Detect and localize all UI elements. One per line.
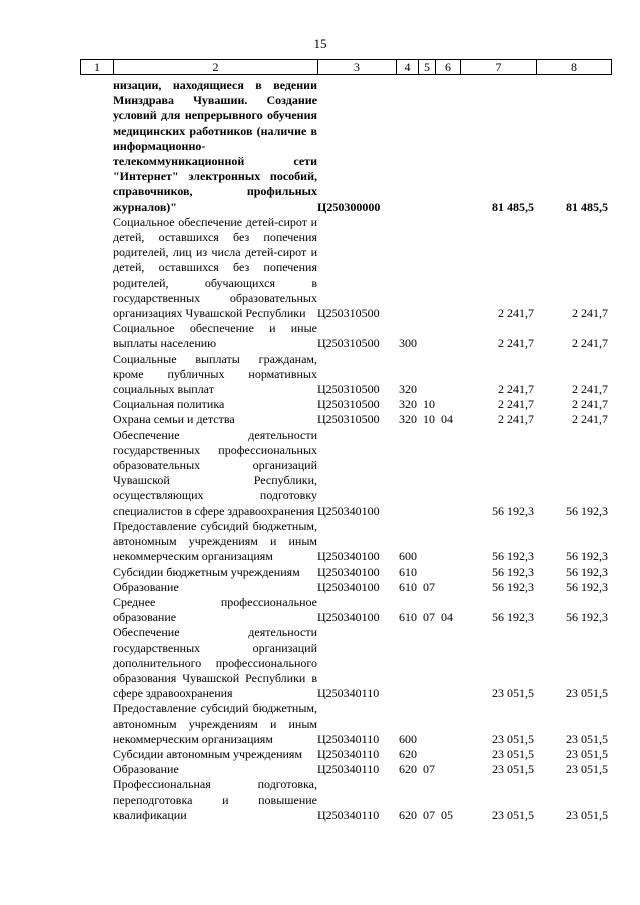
table-row	[80, 595, 612, 625]
row-section: 07	[423, 579, 435, 594]
row-code: Ц250310500	[317, 397, 380, 412]
header-col-7: 7	[461, 60, 537, 74]
row-expense-type: 620	[399, 746, 417, 761]
row-sum-2021: 56 192,3	[492, 610, 534, 625]
row-sum-2022: 2 241,7	[572, 336, 608, 351]
row-name: Обеспечение деятельности государственных профессиональных образовательных организаций Чувашской Республики, осуществляющих подготовку специалистов в сфере здравоохранения	[113, 427, 317, 518]
row-sum-2022: 23 051,5	[566, 807, 608, 822]
row-name: Предоставление субсидий бюджетным, автономным учреждениям и иным некоммерческим организациям	[113, 518, 317, 564]
row-sum-2022: 23 051,5	[566, 686, 608, 701]
row-code: Ц250340110	[317, 762, 380, 777]
row-name: Образование	[113, 762, 179, 777]
row-name: Среднее профессиональное образование	[113, 594, 317, 625]
row-code: Ц250340100	[317, 503, 380, 518]
table-row	[80, 519, 612, 565]
row-expense-type: 300	[399, 336, 417, 351]
row-section: 07	[423, 807, 435, 822]
row-code: Ц250340100	[317, 549, 380, 564]
header-col-4: 4	[397, 60, 419, 74]
row-sum-2022: 2 241,7	[572, 397, 608, 412]
table-row	[80, 762, 612, 777]
row-expense-type: 320	[399, 412, 417, 427]
row-name: Социальное обеспечение детей-сирот и детей, оставшихся без попечения родителей, лиц из числа детей-сирот и детей, оставшихся без попечения родителей, обучающихся в государственных образовательных организациях Чувашской Республики	[113, 214, 317, 321]
row-sum-2021: 23 051,5	[492, 762, 534, 777]
header-col-3: 3	[318, 60, 397, 74]
row-sum-2021: 2 241,7	[498, 397, 534, 412]
row-name: Обеспечение деятельности государственных организаций дополнительного профессионального образования Чувашской Республики в сфере здравоохранения	[113, 625, 317, 701]
row-code: Ц250310500	[317, 412, 380, 427]
table-body	[80, 78, 612, 823]
row-sum-2021: 2 241,7	[498, 412, 534, 427]
row-expense-type: 610	[399, 564, 417, 579]
row-sum-2022: 56 192,3	[566, 503, 608, 518]
row-sum-2021: 56 192,3	[492, 549, 534, 564]
header-col-2: 2	[114, 60, 318, 74]
row-expense-type: 320	[399, 397, 417, 412]
row-name: Социальная политика	[113, 397, 225, 412]
row-name: Социальное обеспечение и иные выплаты населению	[113, 321, 317, 351]
row-code: Ц250310500	[317, 382, 380, 397]
row-name: Образование	[113, 579, 179, 594]
row-expense-type: 610	[399, 579, 417, 594]
row-sum-2022: 56 192,3	[566, 579, 608, 594]
row-code: Ц250340100	[317, 564, 380, 579]
row-sum-2022: 23 051,5	[566, 746, 608, 761]
table-row	[80, 625, 612, 701]
row-sum-2022: 56 192,3	[566, 610, 608, 625]
row-sum-2021: 23 051,5	[492, 731, 534, 746]
table-row	[80, 78, 612, 215]
header-col-5: 5	[419, 60, 436, 74]
row-code: Ц250340110	[317, 746, 380, 761]
row-sum-2021: 2 241,7	[498, 382, 534, 397]
row-sum-2021: 56 192,3	[492, 564, 534, 579]
row-sum-2022: 23 051,5	[566, 762, 608, 777]
row-name: Предоставление субсидий бюджетным, автономным учреждениям и иным некоммерческим организациям	[113, 701, 317, 746]
row-name: Профессиональная подготовка, переподготовка и повышение квалификации	[113, 777, 317, 822]
row-code: Ц250310500	[317, 336, 380, 351]
row-expense-type: 620	[399, 762, 417, 777]
row-name: Субсидии бюджетным учреждениям	[113, 564, 300, 579]
row-sum-2022: 56 192,3	[566, 549, 608, 564]
table-row	[80, 412, 612, 427]
row-sum-2022: 2 241,7	[572, 306, 608, 321]
table-row	[80, 352, 612, 398]
row-code: Ц250340110	[317, 686, 380, 701]
row-sum-2021: 23 051,5	[492, 686, 534, 701]
row-code: Ц250340100	[317, 610, 380, 625]
table-row	[80, 428, 612, 519]
table-row	[80, 565, 612, 580]
row-sum-2021: 23 051,5	[492, 746, 534, 761]
row-sum-2021: 56 192,3	[492, 579, 534, 594]
row-sum-2021: 2 241,7	[498, 306, 534, 321]
table-row	[80, 777, 612, 823]
page-number: 15	[313, 36, 327, 51]
row-name: Социальные выплаты гражданам, кроме публичных нормативных социальных выплат	[113, 351, 317, 397]
row-sum-2021: 23 051,5	[492, 807, 534, 822]
header-col-8: 8	[571, 60, 577, 74]
row-expense-type: 320	[399, 382, 417, 397]
row-name: низации, находящиеся в ведении Минздрава Чувашии. Создание условий для непрерывного обучения медицинских работников (наличие в информационно-телекоммуникационной сети "Интернет" электронных пособий, справочников, профильных журналов)"	[113, 78, 317, 214]
table-row	[80, 701, 612, 747]
table-row	[80, 215, 612, 321]
row-sum-2022: 81 485,5	[566, 199, 608, 214]
table-header	[80, 59, 612, 75]
row-expense-type: 600	[399, 549, 417, 564]
row-code: Ц250300000	[317, 199, 381, 214]
row-code: Ц250340100	[317, 579, 380, 594]
row-subsection: 04	[441, 610, 453, 625]
row-section: 10	[423, 412, 435, 427]
header-col-1: 1	[81, 60, 114, 74]
row-sum-2022: 2 241,7	[572, 382, 608, 397]
row-code: Ц250340110	[317, 807, 380, 822]
row-name: Субсидии автономным учреждениям	[113, 746, 303, 761]
row-sum-2022: 2 241,7	[572, 412, 608, 427]
table-row	[80, 321, 612, 351]
row-subsection: 05	[441, 807, 453, 822]
row-section: 07	[423, 762, 435, 777]
row-code: Ц250310500	[317, 306, 380, 321]
row-sum-2022: 23 051,5	[566, 731, 608, 746]
row-sum-2021: 81 485,5	[492, 199, 534, 214]
row-sum-2022: 56 192,3	[566, 564, 608, 579]
row-section: 10	[423, 397, 435, 412]
table-row	[80, 397, 612, 412]
table-row	[80, 580, 612, 595]
row-expense-type: 600	[399, 731, 417, 746]
table-row	[80, 747, 612, 762]
row-expense-type: 620	[399, 807, 417, 822]
row-sum-2021: 2 241,7	[498, 336, 534, 351]
row-expense-type: 610	[399, 610, 417, 625]
row-code: Ц250340110	[317, 731, 380, 746]
row-section: 07	[423, 610, 435, 625]
row-sum-2021: 56 192,3	[492, 503, 534, 518]
row-name: Охрана семьи и детства	[113, 412, 235, 427]
header-col-6: 6	[436, 60, 461, 74]
row-subsection: 04	[441, 412, 453, 427]
